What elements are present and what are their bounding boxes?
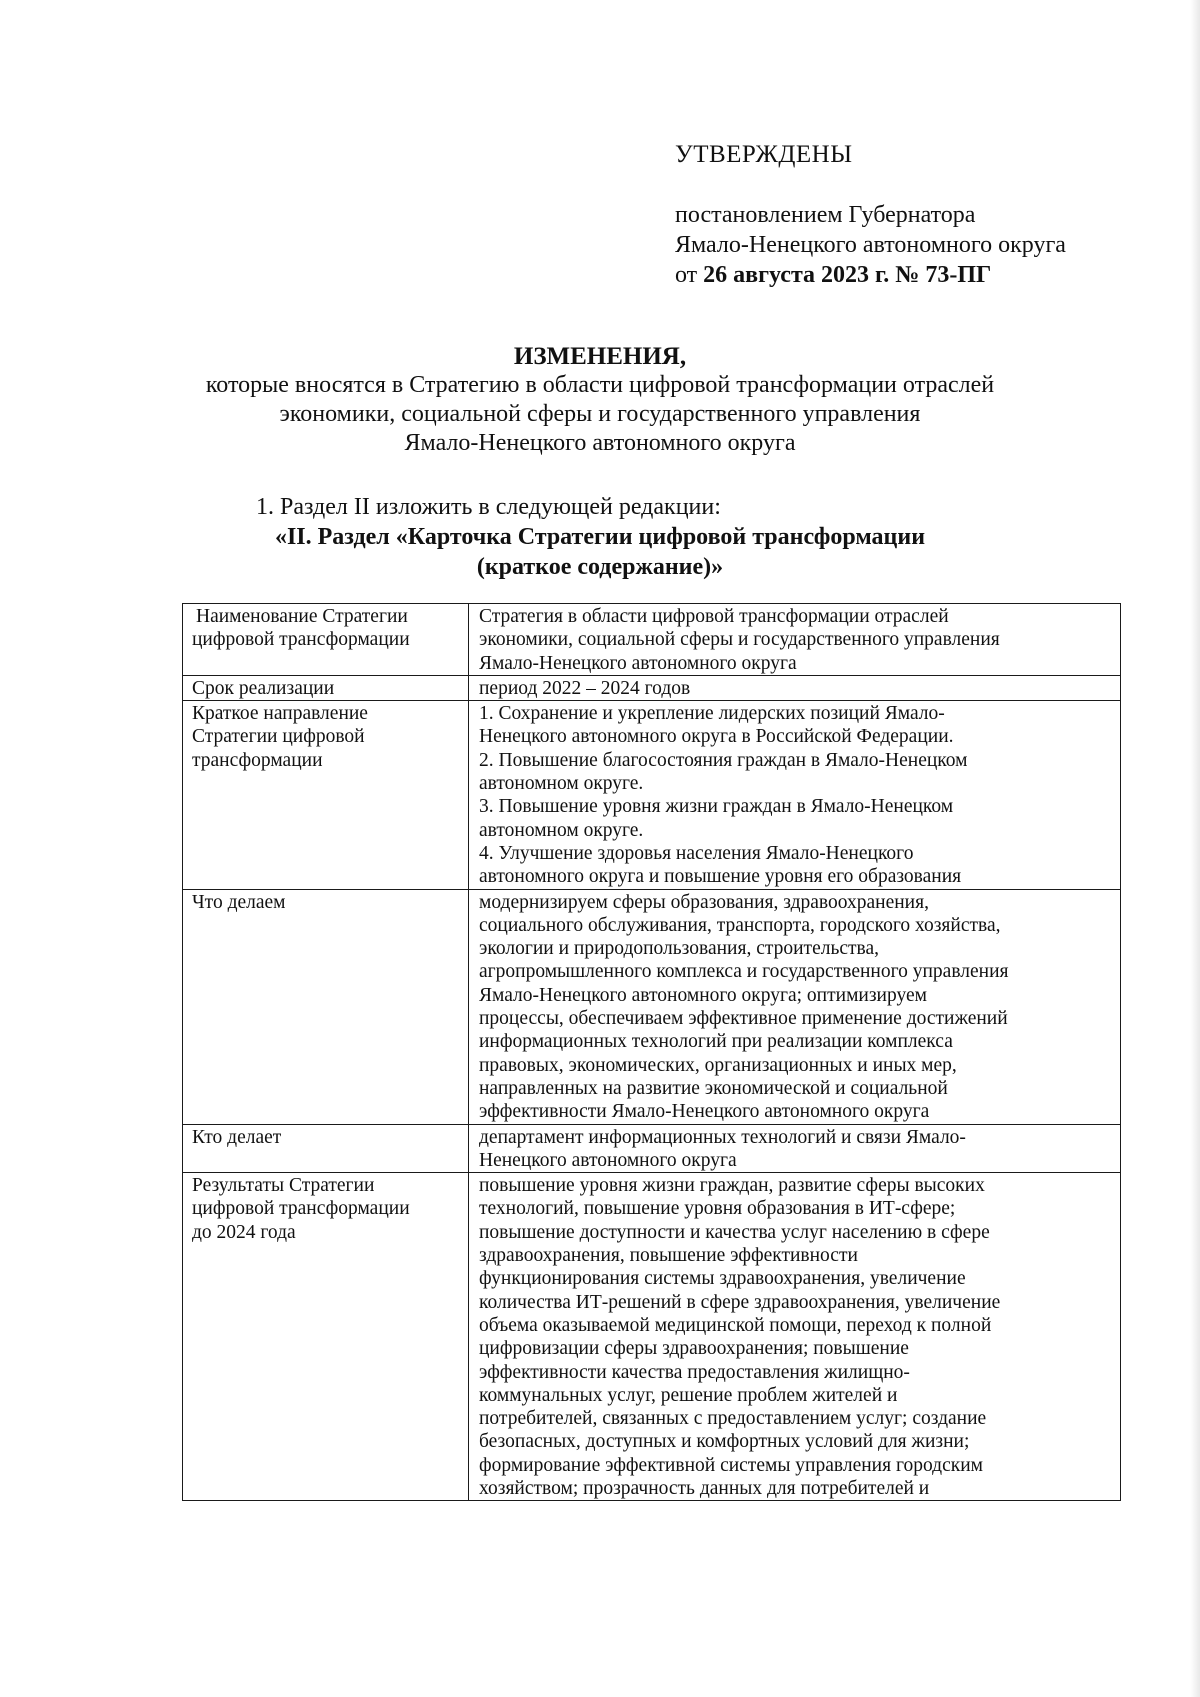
approval-title: УТВЕРЖДЕНЫ bbox=[675, 141, 853, 168]
cell-line: Ямало-Ненецкого автономного округа bbox=[479, 652, 797, 674]
cell-line: здравоохранения, повышение эффективности bbox=[479, 1245, 858, 1267]
cell-line: технологий, повышение уровня образования в ИТ-сфере; bbox=[479, 1198, 956, 1220]
page-edge-shadow bbox=[1190, 0, 1200, 1697]
cell-line: Кто делает bbox=[192, 1126, 282, 1148]
section-title bbox=[180, 522, 1020, 582]
table-cell-value bbox=[469, 1173, 1121, 1501]
table-cell-label bbox=[183, 889, 469, 1124]
cell-line: Ямало-Ненецкого автономного округа; оптимизируем bbox=[479, 984, 927, 1006]
approval-line-2: Ямало-Ненецкого автономного округа bbox=[675, 232, 1066, 258]
cell-line: функционирования системы здравоохранения, увеличение bbox=[479, 1268, 966, 1290]
cell-line: Стратегии цифровой bbox=[192, 726, 365, 748]
approval-date-value: 26 августа 2023 г. № 73-ПГ bbox=[703, 262, 992, 288]
cell-line: Результаты Стратегии bbox=[192, 1175, 375, 1197]
table-row-direction bbox=[183, 701, 1121, 889]
cell-line: Наименование Стратегии bbox=[196, 606, 408, 627]
section-title-line-1: «II. Раздел «Карточка Стратегии цифровой трансформации bbox=[274, 524, 926, 550]
cell-line: хозяйством; прозрачность данных для потребителей и bbox=[479, 1477, 930, 1499]
table-row-what bbox=[183, 889, 1121, 1124]
cell-line: автономного округа и повышение уровня его образования bbox=[479, 866, 962, 888]
table-cell-label bbox=[183, 1173, 469, 1501]
cell-line: автономном округе. bbox=[479, 819, 644, 841]
cell-line: 2. Повышение благосостояния граждан в Ямало-Ненецком bbox=[479, 749, 968, 771]
section-title-line-2: (краткое содержание)» bbox=[476, 554, 724, 580]
cell-line: экономики, социальной сферы и государственного управления bbox=[479, 629, 1000, 651]
document-heading bbox=[180, 342, 1020, 458]
cell-line: эффективности качества предоставления жилищно- bbox=[479, 1361, 910, 1383]
table-row-period bbox=[183, 675, 1121, 700]
table-cell-value bbox=[469, 889, 1121, 1124]
cell-line: Ненецкого автономного округа в Российской Федерации. bbox=[479, 726, 954, 748]
cell-line: безопасных, доступных и комфортных условий для жизни; bbox=[479, 1431, 970, 1453]
cell-line: департамент информационных технологий и связи Ямало- bbox=[479, 1126, 966, 1148]
item-one-text: 1. Раздел II изложить в следующей редакции: bbox=[256, 494, 721, 520]
document-subtitle-line-1: которые вносятся в Стратегию в области цифровой трансформации отраслей bbox=[205, 372, 995, 398]
table-row-who bbox=[183, 1124, 1121, 1173]
cell-line: объема оказываемой медицинской помощи, переход к полной bbox=[479, 1314, 992, 1336]
table-row-results bbox=[183, 1173, 1121, 1501]
table-cell-value bbox=[469, 675, 1121, 700]
cell-line: агропромышленного комплекса и государственного управления bbox=[479, 961, 1009, 983]
cell-line: модернизируем сферы образования, здравоохранения, bbox=[479, 891, 929, 913]
cell-line: повышение уровня жизни граждан, развитие сферы высоких bbox=[479, 1175, 985, 1197]
cell-line: социального обслуживания, транспорта, городского хозяйства, bbox=[479, 914, 1001, 936]
cell-line: до 2024 года bbox=[192, 1221, 296, 1243]
cell-line: информационных технологий при реализации комплекса bbox=[479, 1031, 953, 1053]
cell-line: Срок реализации bbox=[192, 677, 335, 699]
table-row-name bbox=[183, 604, 1121, 676]
cell-line: 4. Улучшение здоровья населения Ямало-Ненецкого bbox=[479, 842, 914, 864]
approval-date-prefix: от bbox=[675, 262, 704, 288]
document-title: ИЗМЕНЕНИЯ, bbox=[513, 343, 687, 370]
cell-line: формирование эффективной системы управления городским bbox=[479, 1454, 983, 1476]
cell-line: эффективности Ямало-Ненецкого автономного округа bbox=[479, 1101, 930, 1123]
document-subtitle-line-3: Ямало-Ненецкого автономного округа bbox=[404, 430, 796, 456]
cell-line: цифровизации сферы здравоохранения; повышение bbox=[479, 1338, 909, 1360]
cell-line: период 2022 – 2024 годов bbox=[479, 677, 691, 699]
approval-block bbox=[675, 140, 1066, 290]
table-cell-label bbox=[183, 701, 469, 889]
cell-line: Стратегия в области цифровой трансформации отраслей bbox=[479, 606, 949, 627]
cell-line: коммунальных услуг, решение проблем жителей и bbox=[479, 1384, 898, 1406]
cell-line: цифровой трансформации bbox=[192, 1198, 410, 1220]
strategy-card-table bbox=[182, 603, 1121, 1501]
table-cell-label bbox=[183, 1124, 469, 1173]
cell-line: трансформации bbox=[192, 749, 323, 771]
cell-line: потребителей, связанных с предоставлением услуг; создание bbox=[479, 1408, 987, 1430]
table-cell-label bbox=[183, 675, 469, 700]
document-subtitle-line-2: экономики, социальной сферы и государственного управления bbox=[279, 401, 921, 427]
cell-line: 3. Повышение уровня жизни граждан в Ямало-Ненецком bbox=[479, 796, 954, 818]
cell-line: количества ИТ-решений в сфере здравоохранения, увеличение bbox=[479, 1291, 1001, 1313]
cell-line: направленных на развитие экономической и социальной bbox=[479, 1077, 948, 1099]
cell-line: повышение доступности и качества услуг населению в сфере bbox=[479, 1221, 990, 1243]
cell-line: Ненецкого автономного округа bbox=[479, 1149, 737, 1171]
cell-line: цифровой трансформации bbox=[192, 629, 410, 651]
cell-line: автономном округе. bbox=[479, 773, 644, 795]
cell-line: Что делаем bbox=[192, 891, 286, 913]
cell-line: правовых, экономических, организационных и иных мер, bbox=[479, 1054, 957, 1076]
approval-date-line bbox=[675, 260, 1066, 290]
table-cell-value bbox=[469, 1124, 1121, 1173]
table-cell-value bbox=[469, 701, 1121, 889]
cell-line: процессы, обеспечиваем эффективное применение достижений bbox=[479, 1008, 1008, 1030]
table-cell-label bbox=[183, 604, 469, 676]
approval-line-1: постановлением Губернатора bbox=[675, 202, 976, 228]
cell-line: экологии и природопользования, строительства, bbox=[479, 938, 880, 960]
cell-line: Краткое направление bbox=[192, 703, 368, 725]
table-cell-value bbox=[469, 604, 1121, 676]
cell-line: 1. Сохранение и укрепление лидерских позиций Ямало- bbox=[479, 703, 945, 725]
